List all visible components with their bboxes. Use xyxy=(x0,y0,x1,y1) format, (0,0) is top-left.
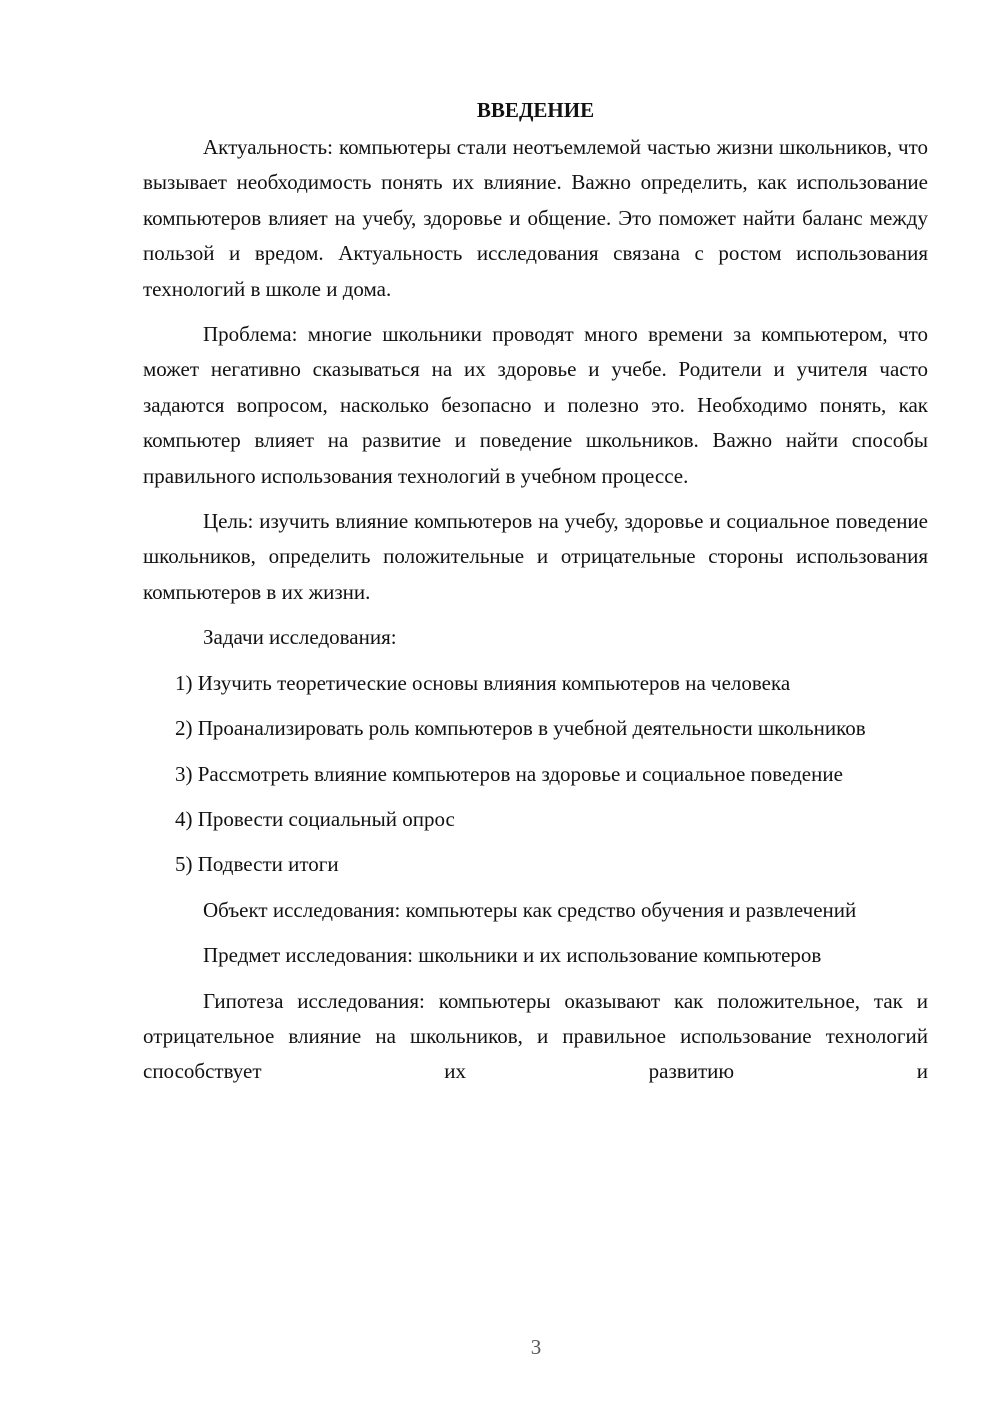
relevance-paragraph: Актуальность: компьютеры стали неотъемлемой частью жизни школьников, что вызывает необходимость понять их влияние. Важно определить, как использование компьютеров влияет на учебу, здоровье и общение. Это поможет найти баланс между пользой и вредом. Актуальность исследования связана с ростом использования технологий в школе и дома. xyxy=(143,135,928,301)
page-title: ВВЕДЕНИЕ xyxy=(476,98,595,122)
task-item-2: 2) Проанализировать роль компьютеров в учебной деятельности школьников xyxy=(175,716,866,741)
problem-paragraph: Проблема: многие школьники проводят много времени за компьютером, что может негативно сказываться на их здоровье и учебе. Родители и учителя часто задаются вопросом, насколько безопасно и полезно это. Необходимо понять, как компьютер влияет на развитие и поведение школьников. Важно найти способы правильного использования технологий в учебном процессе. xyxy=(143,322,928,488)
research-subject-paragraph: Предмет исследования: школьники и их использование компьютеров xyxy=(203,943,822,968)
page-number: 3 xyxy=(530,1335,542,1359)
research-object-paragraph: Объект исследования: компьютеры как средство обучения и развлечений xyxy=(203,897,857,922)
tasks-heading: Задачи исследования: xyxy=(203,625,397,650)
task-item-5: 5) Подвести итоги xyxy=(175,852,339,877)
task-item-4: 4) Провести социальный опрос xyxy=(175,806,455,831)
task-item-1: 1) Изучить теоретические основы влияния компьютеров на человека xyxy=(175,670,791,695)
goal-paragraph: Цель: изучить влияние компьютеров на учебу, здоровье и социальное поведение школьников, определить положительные и отрицательные стороны использования компьютеров в их жизни. xyxy=(143,509,928,604)
page-content xyxy=(143,92,928,1090)
task-item-3: 3) Рассмотреть влияние компьютеров на здоровье и социальное поведение xyxy=(175,761,843,786)
hypothesis-paragraph: Гипотеза исследования: компьютеры оказывают как положительное, так и отрицательное влияние на школьников, и правильное использование технологий способствует их развитию и xyxy=(143,988,928,1084)
